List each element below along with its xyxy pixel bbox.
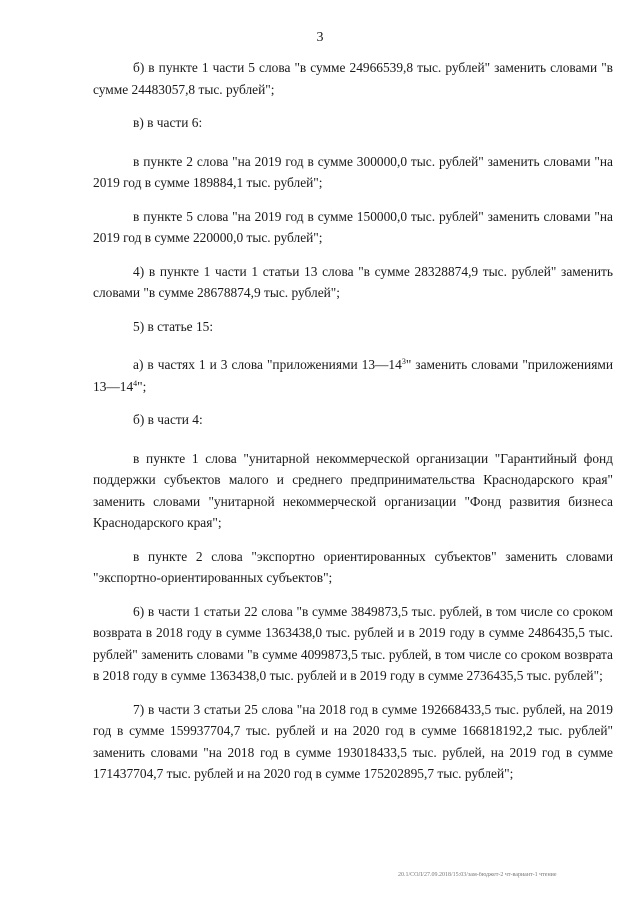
paragraph-9: в пункте 1 слова "унитарной некоммерческой организации "Гарантийный фонд поддержки субъектов малого и среднего предпринимательства Краснодарского края" заменить словами "унитарной некоммерческой организации "Фонд развития бизнеса Краснодарского края"; — [93, 450, 613, 530]
superscript-4: 4 — [133, 378, 138, 388]
paragraph-7-part-b: " заменить словами "приложениями 13—14 — [93, 357, 614, 394]
page-number: 3 — [316, 30, 324, 45]
document-body — [93, 57, 613, 797]
paragraph-8: б) в части 4: — [133, 412, 203, 427]
paragraph-12: 7) в части 3 статьи 25 слова "на 2018 год в сумме 192668433,5 тыс. рублей, на 2019 год в сумме 159937704,7 тыс. рублей и на 2020 год в сумме 166818192,2 тыс. рублей" заменить словами "на 2018 год в сумме 193018433,5 тыс. рублей, на 2019 год в сумме 171437704,7 тыс. рублей и на 2020 год в сумме 175202895,7 тыс. рублей"; — [93, 701, 613, 781]
document-footer: 20.1/СОЛ/27.09.2018/15:03/зам-бюджет-2 чт-вариант-1 чтение — [398, 872, 557, 878]
superscript-3: 3 — [401, 357, 406, 366]
paragraph-3: в пункте 2 слова "на 2019 год в сумме 300000,0 тыс. рублей" заменить словами "на 2019 год в сумме 189884,1 тыс. рублей"; — [93, 153, 613, 190]
paragraph-7-part-c: "; — [137, 378, 147, 394]
paragraph-1: б) в пункте 1 части 5 слова "в сумме 24966539,8 тыс. рублей" заменить словами "в сумме 24483057,8 тыс. рублей"; — [93, 60, 613, 97]
paragraph-6: 5) в статье 15: — [133, 318, 214, 334]
paragraph-4: в пункте 5 слова "на 2019 год в сумме 150000,0 тыс. рублей" заменить словами "на 2019 год в сумме 220000,0 тыс. рублей"; — [93, 208, 613, 245]
paragraph-7-part-a: а) в частях 1 и 3 слова "приложениями 13—14 — [133, 357, 402, 372]
paragraph-11: 6) в части 1 статьи 22 слова "в сумме 3849873,5 тыс. рублей, в том числе со сроком возврата в 2018 году в сумме 1363438,0 тыс. рублей и в 2019 году в сумме 2486435,5 тыс. рублей" заменить словами "в сумме 4099873,5 тыс. рублей, в том числе со сроком возврата в 2018 году в сумме 1363438,0 тыс. рублей и в 2019 году в сумме 2736435,5 тыс. рублей"; — [93, 603, 613, 683]
paragraph-2: в) в части 6: — [133, 115, 203, 130]
paragraph-7 — [93, 354, 613, 397]
paragraph-10: в пункте 2 слова "экспортно ориентированных субъектов" заменить словами "экспортно-ориентированных субъектов"; — [93, 548, 613, 585]
paragraph-5: 4) в пункте 1 части 1 статьи 13 слова "в сумме 28328874,9 тыс. рублей" заменить словами "в сумме 28678874,9 тыс. рублей"; — [93, 263, 613, 300]
